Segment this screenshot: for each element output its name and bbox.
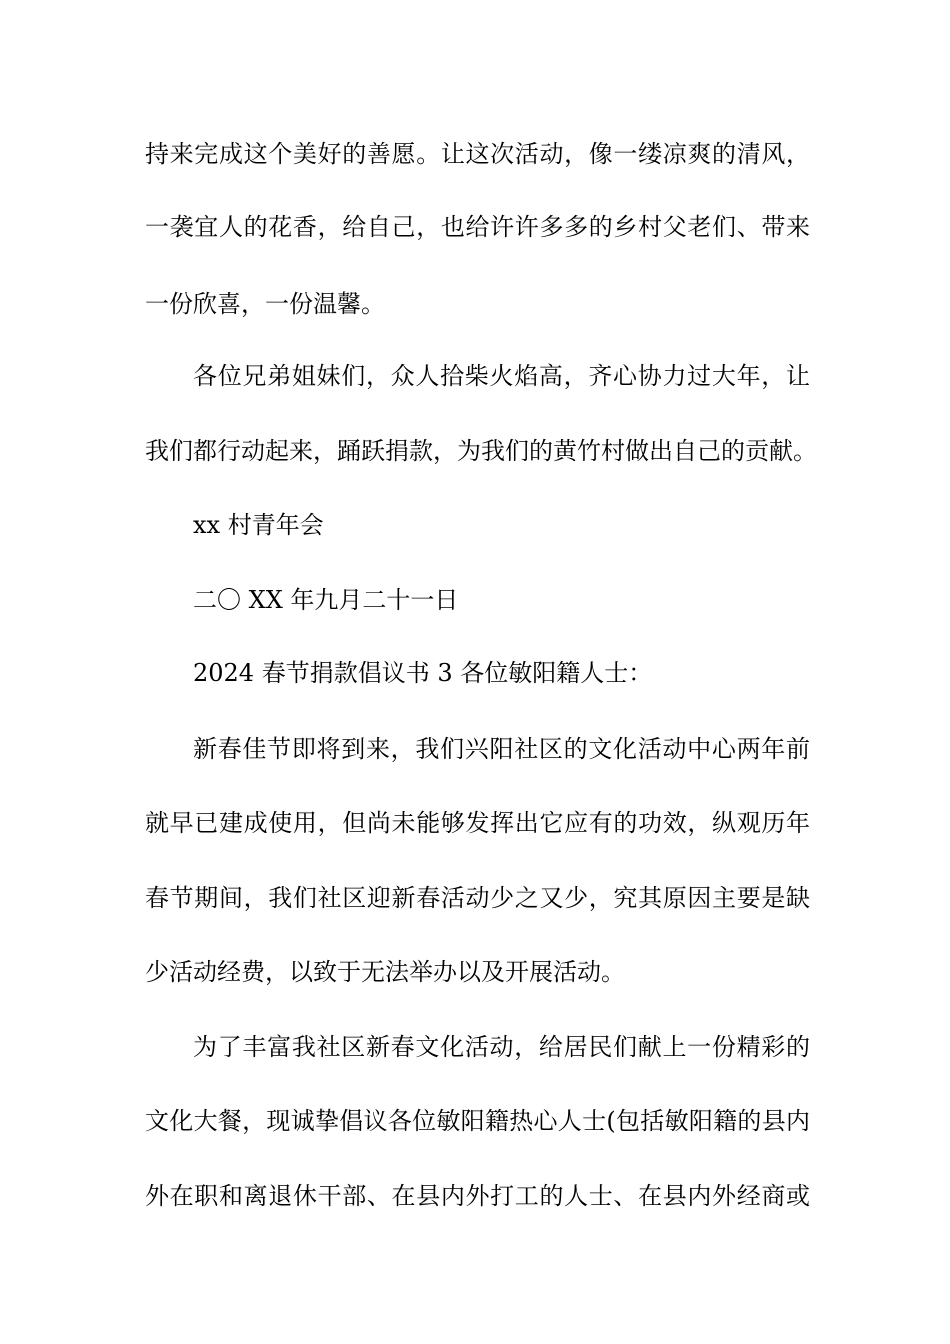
text-line-9: 新春佳节即将到来，我们兴阳社区的文化活动中心两年前 bbox=[193, 735, 810, 763]
text-line-1: 持来完成这个美好的善愿。让这次活动，像一缕凉爽的清风， bbox=[145, 140, 810, 168]
text-line-10: 就早已建成使用，但尚未能够发挥出它应有的功效，纵观历年 bbox=[145, 809, 810, 837]
text-line-11: 春节期间，我们社区迎新春活动少之又少，究其原因主要是缺 bbox=[145, 884, 810, 912]
text-line-4: 各位兄弟姐妹们，众人拾柴火焰高，齐心协力过大年，让 bbox=[193, 362, 810, 390]
text-line-15: 外在职和离退休干部、在县内外打工的人士、在县内外经商或 bbox=[145, 1182, 810, 1210]
signature-date: 二〇 XX 年九月二十一日 bbox=[193, 586, 459, 614]
signature-org: xx 村青年会 bbox=[193, 511, 324, 539]
text-line-13: 为了丰富我社区新春文化活动，给居民们献上一份精彩的 bbox=[193, 1033, 810, 1061]
section-heading: 2024 春节捐款倡议书 3 各位敏阳籍人士： bbox=[193, 659, 653, 687]
text-line-2: 一袭宜人的花香，给自己，也给许许多多的乡村父老们、带来 bbox=[145, 213, 810, 241]
text-line-14: 文化大餐，现诚挚倡议各位敏阳籍热心人士(包括敏阳籍的县内 bbox=[145, 1107, 810, 1135]
text-line-12: 少活动经费，以致于无法举办以及开展活动。 bbox=[145, 958, 625, 986]
text-line-5: 我们都行动起来，踊跃捐款，为我们的黄竹村做出自己的贡献。 bbox=[145, 437, 817, 465]
text-line-3: 一份欣喜，一份温馨。 bbox=[145, 290, 385, 318]
